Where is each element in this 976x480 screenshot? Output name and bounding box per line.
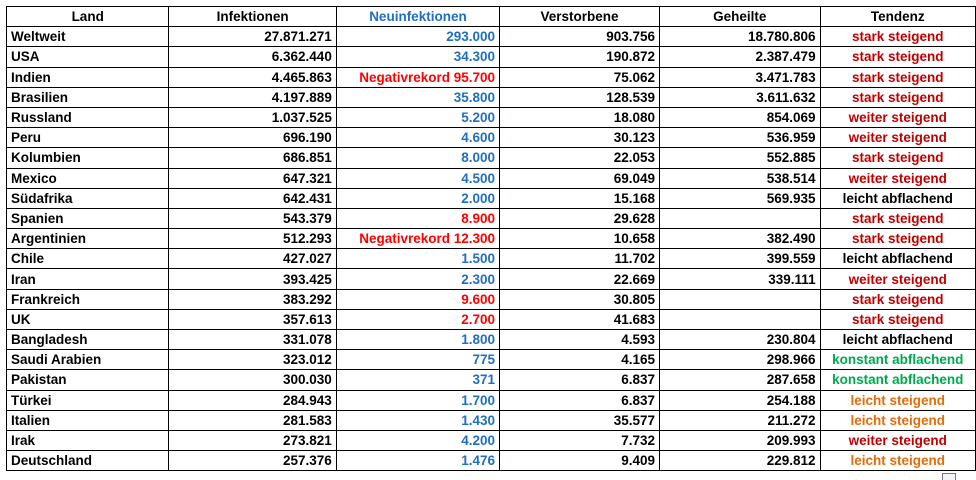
cell-tendenz: stark steigend (820, 289, 975, 309)
cell-land: Iran (7, 269, 169, 289)
cell-verstorbene: 30.805 (500, 289, 660, 309)
cell-neuinfektionen: 4.600 (336, 128, 499, 148)
cell-verstorbene: 75.062 (500, 67, 660, 87)
cell-land: Saudi Arabien (7, 350, 169, 370)
cell-verstorbene: 6.837 (500, 370, 660, 390)
cell-infektionen: 543.379 (169, 208, 336, 228)
cell-tendenz: weiter steigend (820, 430, 975, 450)
cell-infektionen: 1.037.525 (169, 107, 336, 127)
cell-verstorbene: 128.539 (500, 87, 660, 107)
cell-infektionen: 4.465.863 (169, 67, 336, 87)
cell-neuinfektionen: 8.900 (336, 208, 499, 228)
cell-infektionen: 273.821 (169, 430, 336, 450)
cell-land: Indien (7, 67, 169, 87)
cell-land: Weltweit (7, 27, 169, 47)
table-row (7, 330, 976, 350)
cell-tendenz: leicht abflachend (820, 249, 975, 269)
cell-infektionen: 686.851 (169, 148, 336, 168)
cell-tendenz: leicht abflachend (820, 188, 975, 208)
cell-neuinfektionen: 8.000 (336, 148, 499, 168)
cell-geheilte: 854.069 (660, 107, 821, 127)
cell-land: Italien (7, 410, 169, 430)
cell-land: Mexico (7, 168, 169, 188)
cell-geheilte: 536.959 (660, 128, 821, 148)
cell-tendenz: leicht steigend (820, 451, 975, 471)
cell-neuinfektionen: Negativrekord 12.300 (336, 229, 499, 249)
cell-tendenz: weiter steigend (820, 107, 975, 127)
cell-tendenz: leicht steigend (820, 390, 975, 410)
table-row (7, 47, 976, 67)
cell-neuinfektionen: 4.500 (336, 168, 499, 188)
cell-land: Chile (7, 249, 169, 269)
cell-verstorbene: 41.683 (500, 309, 660, 329)
cell-infektionen: 4.197.889 (169, 87, 336, 107)
cell-infektionen: 281.583 (169, 410, 336, 430)
cell-geheilte (660, 289, 821, 309)
table-row (7, 249, 976, 269)
table-body (7, 27, 976, 471)
cell-neuinfektionen: 2.700 (336, 309, 499, 329)
cell-verstorbene: 7.732 (500, 430, 660, 450)
cell-neuinfektionen: 1.700 (336, 390, 499, 410)
cell-neuinfektionen: 34.300 (336, 47, 499, 67)
cell-verstorbene: 30.123 (500, 128, 660, 148)
cell-geheilte: 211.272 (660, 410, 821, 430)
cell-neuinfektionen: 371 (336, 370, 499, 390)
cell-infektionen: 512.293 (169, 229, 336, 249)
cell-geheilte (660, 309, 821, 329)
cell-tendenz: weiter steigend (820, 269, 975, 289)
header-row (7, 7, 976, 27)
cell-verstorbene: 9.409 (500, 451, 660, 471)
table-row (7, 87, 976, 107)
cell-geheilte: 229.812 (660, 451, 821, 471)
table-row (7, 451, 976, 471)
cell-verstorbene: 10.658 (500, 229, 660, 249)
cell-neuinfektionen: 2.000 (336, 188, 499, 208)
cell-tendenz: weiter steigend (820, 128, 975, 148)
table-row (7, 188, 976, 208)
cell-tendenz: konstant abflachend (820, 350, 975, 370)
cell-tendenz: weiter steigend (820, 168, 975, 188)
cell-geheilte: 552.885 (660, 148, 821, 168)
cell-infektionen: 383.292 (169, 289, 336, 309)
cell-land: Russland (7, 107, 169, 127)
header-geheilte: Geheilte (660, 7, 821, 27)
cell-infektionen: 647.321 (169, 168, 336, 188)
table-row (7, 370, 976, 390)
cell-land: Spanien (7, 208, 169, 228)
table-row (7, 208, 976, 228)
cell-land: Brasilien (7, 87, 169, 107)
cell-verstorbene: 903.756 (500, 27, 660, 47)
table-row (7, 107, 976, 127)
cell-geheilte: 399.559 (660, 249, 821, 269)
cell-tendenz: stark steigend (820, 148, 975, 168)
cell-tendenz: stark steigend (820, 67, 975, 87)
cell-neuinfektionen: 775 (336, 350, 499, 370)
cell-geheilte: 538.514 (660, 168, 821, 188)
cell-land: Irak (7, 430, 169, 450)
cell-land: Peru (7, 128, 169, 148)
cell-geheilte: 18.780.806 (660, 27, 821, 47)
cell-land: Argentinien (7, 229, 169, 249)
cell-tendenz: stark steigend (820, 208, 975, 228)
header-neuinfektionen: Neuinfektionen (336, 7, 499, 27)
table-row (7, 67, 976, 87)
cell-infektionen: 27.871.271 (169, 27, 336, 47)
cell-verstorbene: 11.702 (500, 249, 660, 269)
cell-neuinfektionen: 1.430 (336, 410, 499, 430)
cell-verstorbene: 69.049 (500, 168, 660, 188)
table-row (7, 27, 976, 47)
cell-land: USA (7, 47, 169, 67)
cell-land: Türkei (7, 390, 169, 410)
cell-verstorbene: 22.053 (500, 148, 660, 168)
cell-tendenz: stark steigend (820, 87, 975, 107)
cell-infektionen: 642.431 (169, 188, 336, 208)
cell-neuinfektionen: 4.200 (336, 430, 499, 450)
cell-infektionen: 427.027 (169, 249, 336, 269)
table-row (7, 289, 976, 309)
cell-verstorbene: 22.669 (500, 269, 660, 289)
cell-geheilte: 209.993 (660, 430, 821, 450)
cell-geheilte: 298.966 (660, 350, 821, 370)
cell-verstorbene: 190.872 (500, 47, 660, 67)
table-row (7, 168, 976, 188)
table-row (7, 309, 976, 329)
cell-neuinfektionen: 1.476 (336, 451, 499, 471)
cell-land: Deutschland (7, 451, 169, 471)
cell-infektionen: 331.078 (169, 330, 336, 350)
cell-verstorbene: 35.577 (500, 410, 660, 430)
header-tendenz: Tendenz (820, 7, 975, 27)
cell-neuinfektionen: 293.000 (336, 27, 499, 47)
cell-infektionen: 696.190 (169, 128, 336, 148)
corona-statistics-table (6, 6, 976, 471)
cell-verstorbene: 15.168 (500, 188, 660, 208)
cell-neuinfektionen: 2.300 (336, 269, 499, 289)
cell-geheilte: 3.471.783 (660, 67, 821, 87)
cell-infektionen: 6.362.440 (169, 47, 336, 67)
table-row (7, 229, 976, 249)
cell-infektionen: 300.030 (169, 370, 336, 390)
cell-geheilte: 3.611.632 (660, 87, 821, 107)
table-row (7, 148, 976, 168)
cell-land: Frankreich (7, 289, 169, 309)
cell-neuinfektionen: 35.800 (336, 87, 499, 107)
table-row (7, 350, 976, 370)
cell-land: Südafrika (7, 188, 169, 208)
cell-verstorbene: 29.628 (500, 208, 660, 228)
cell-verstorbene: 4.593 (500, 330, 660, 350)
cell-neuinfektionen: 9.600 (336, 289, 499, 309)
table-row (7, 269, 976, 289)
cell-geheilte: 287.658 (660, 370, 821, 390)
cell-tendenz: stark steigend (820, 229, 975, 249)
cell-verstorbene: 4.165 (500, 350, 660, 370)
table-handle-icon (942, 473, 956, 480)
cell-geheilte: 382.490 (660, 229, 821, 249)
cell-neuinfektionen: 5.200 (336, 107, 499, 127)
header-verstorbene: Verstorbene (500, 7, 660, 27)
cell-land: Kolumbien (7, 148, 169, 168)
table-row (7, 390, 976, 410)
cell-neuinfektionen: Negativrekord 95.700 (336, 67, 499, 87)
cell-land: Pakistan (7, 370, 169, 390)
cell-verstorbene: 18.080 (500, 107, 660, 127)
cell-geheilte (660, 208, 821, 228)
cell-tendenz: stark steigend (820, 47, 975, 67)
cell-neuinfektionen: 1.500 (336, 249, 499, 269)
header-land: Land (7, 7, 169, 27)
cell-geheilte: 2.387.479 (660, 47, 821, 67)
cell-infektionen: 257.376 (169, 451, 336, 471)
cell-infektionen: 284.943 (169, 390, 336, 410)
header-infektionen: Infektionen (169, 7, 336, 27)
table-row (7, 128, 976, 148)
table-row (7, 430, 976, 450)
cell-tendenz: leicht steigend (820, 410, 975, 430)
cell-geheilte: 254.188 (660, 390, 821, 410)
cell-verstorbene: 6.837 (500, 390, 660, 410)
cell-land: UK (7, 309, 169, 329)
cell-infektionen: 357.613 (169, 309, 336, 329)
cell-land: Bangladesh (7, 330, 169, 350)
cell-neuinfektionen: 1.800 (336, 330, 499, 350)
cell-geheilte: 569.935 (660, 188, 821, 208)
cell-geheilte: 339.111 (660, 269, 821, 289)
cell-tendenz: stark steigend (820, 27, 975, 47)
cell-tendenz: konstant abflachend (820, 370, 975, 390)
cell-geheilte: 230.804 (660, 330, 821, 350)
cell-infektionen: 393.425 (169, 269, 336, 289)
cell-infektionen: 323.012 (169, 350, 336, 370)
table-row (7, 410, 976, 430)
cell-tendenz: leicht abflachend (820, 330, 975, 350)
cell-tendenz: stark steigend (820, 309, 975, 329)
